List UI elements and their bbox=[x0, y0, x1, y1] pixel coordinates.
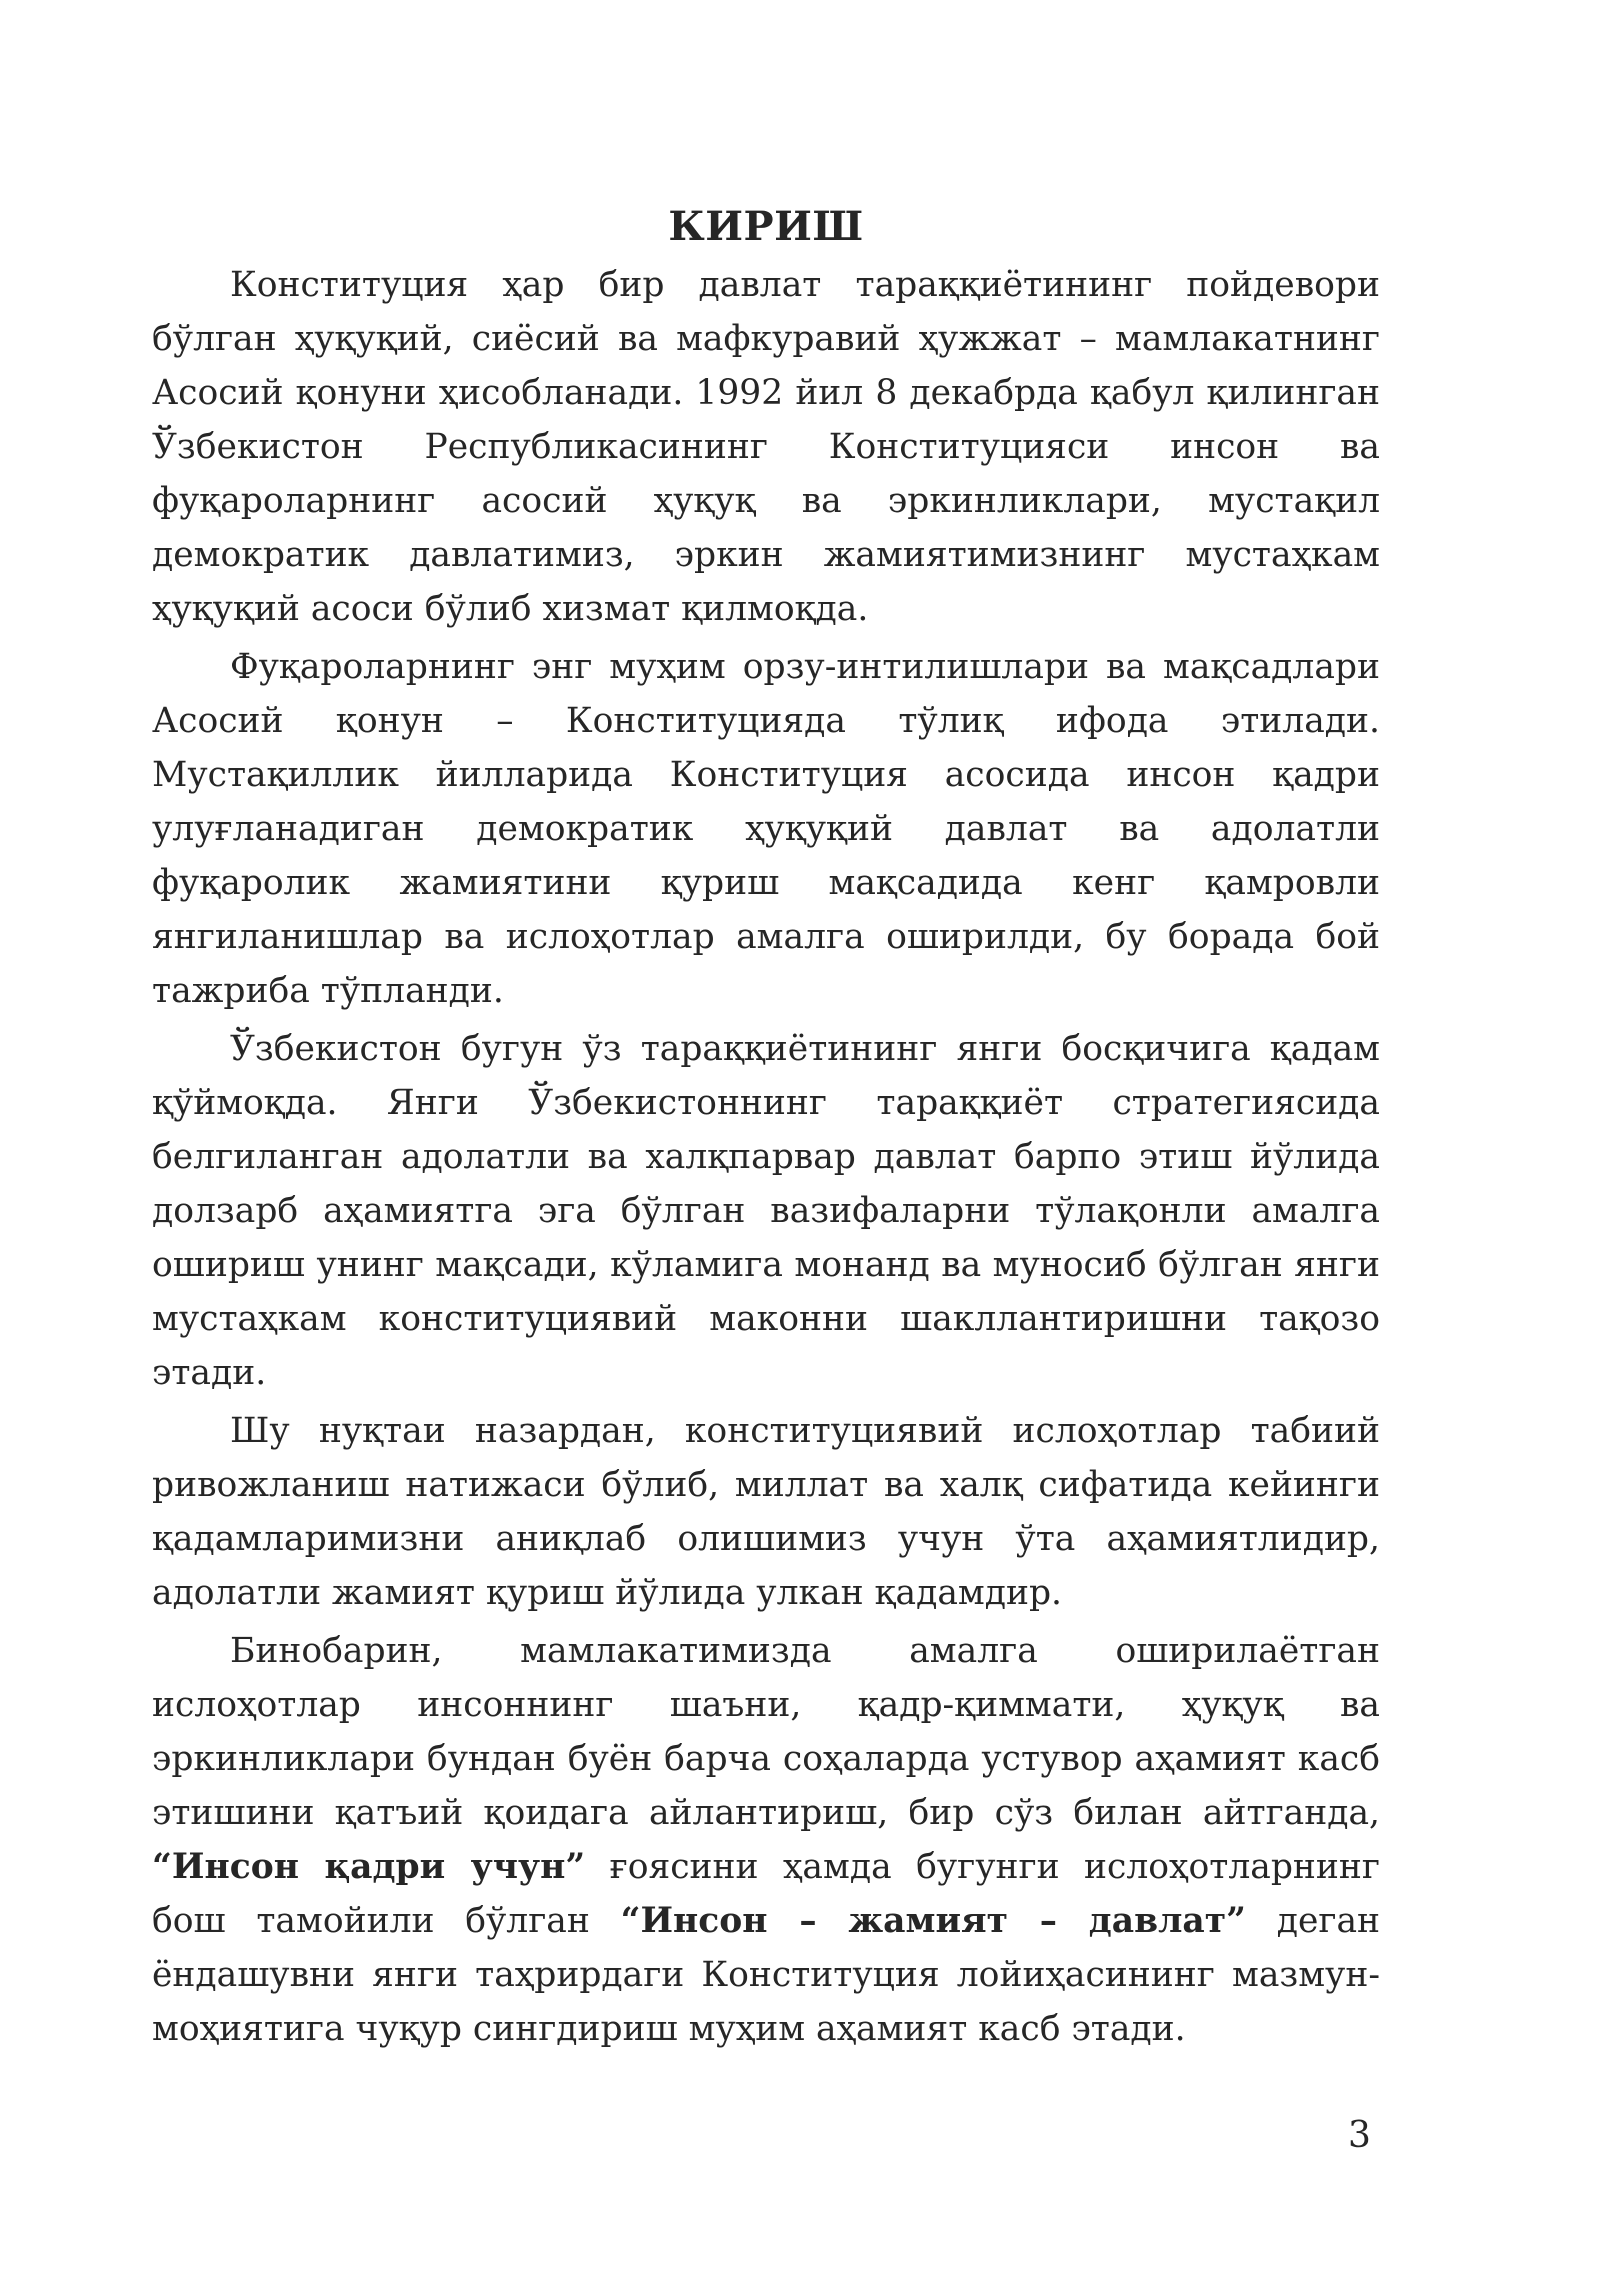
paragraph-2 bbox=[152, 640, 1380, 1018]
paragraph-text: Фуқароларнинг энг муҳим орзу-интилишлари ва мақсадлари Асосий қонун – Конституцияда тўлиқ ифода этилади. Мустақиллик йилларида Конституция асосида инсон қадри улуғланадиган демократик ҳуқуқий давлат ва адолатли фуқаролик жамиятини қуриш мақсадида кенг қамровли янгиланишлар ва ислоҳотлар амалга оширилди, бу борада бой тажриба тўпланди. bbox=[152, 647, 1380, 1011]
paragraph-text: Шу нуқтаи назардан, конституциявий ислоҳотлар табиий ривожланиш натижаси бўлиб, миллат ва халқ сифатида кейинги қадамларимизни аниқлаб олишимиз учун ўта аҳамиятлидир, адолатли жамият қуриш йўлида улкан қадамдир. bbox=[152, 1411, 1380, 1613]
paragraph-text: Бинобарин, мамлакатимизда амалга оширилаётган ислоҳотлар инсоннинг шаъни, қадр-қиммати, ҳуқуқ ва эркинликлари бундан буён барча соҳаларда устувор аҳамият касб этишини қатъий қоидага айлантириш, бир сўз билан айтганда, bbox=[152, 1631, 1380, 1833]
paragraph-text: Ўзбекистон бугун ўз тараққиётининг янги босқичига қадам қўймоқда. Янги Ўзбекистоннинг тараққиёт стратегиясида белгиланган адолатли ва халқпарвар давлат барпо этиш йўлида долзарб аҳамиятга эга бўлган вазифаларни тўлақонли амалга ошириш унинг мақсади, кўламига монанд ва муносиб бўлган янги мустаҳкам конституциявий маконни шакллантиришни тақозо этади. bbox=[152, 1029, 1380, 1393]
paragraph-text: Конституция ҳар бир давлат тараққиётининг пойдевори бўлган ҳуқуқий, сиёсий ва мафкуравий ҳужжат – мамлакатнинг Асосий қонуни ҳисобланади. 1992 йил 8 декабрда қабул қилинган Ўзбекистон Республикасининг Конституцияси инсон ва фуқароларнинг асосий ҳуқуқ ва эркинликлари, мустақил демократик давлатимиз, эркин жамиятимизнинг мустаҳкам ҳуқуқий асоси бўлиб хизмат қилмоқда. bbox=[152, 265, 1380, 629]
paragraph-1 bbox=[152, 258, 1380, 636]
paragraph-5 bbox=[152, 1624, 1380, 2056]
bold-phrase-insoni-qadri: “Инсон қадри учун” bbox=[152, 1847, 586, 1887]
paragraph-text: деган ёндашувни янги таҳрирдаги Конституция лойиҳасининг мазмун-моҳиятига чуқур сингдириш муҳим аҳамият касб этади. bbox=[152, 1901, 1381, 2049]
page-content bbox=[152, 200, 1380, 2060]
paragraph-text: ғоясини ҳамда бугунги ислоҳотларнинг бош тамойили бўлган bbox=[152, 1847, 1380, 1941]
paragraph-4 bbox=[152, 1404, 1380, 1620]
bold-phrase-inson-jamiyat-davlat: “Инсон – жамият – давлат” bbox=[620, 1901, 1246, 1941]
paragraph-3 bbox=[152, 1022, 1380, 1400]
chapter-heading: КИРИШ bbox=[668, 203, 864, 250]
page-number: 3 bbox=[1348, 2115, 1371, 2156]
